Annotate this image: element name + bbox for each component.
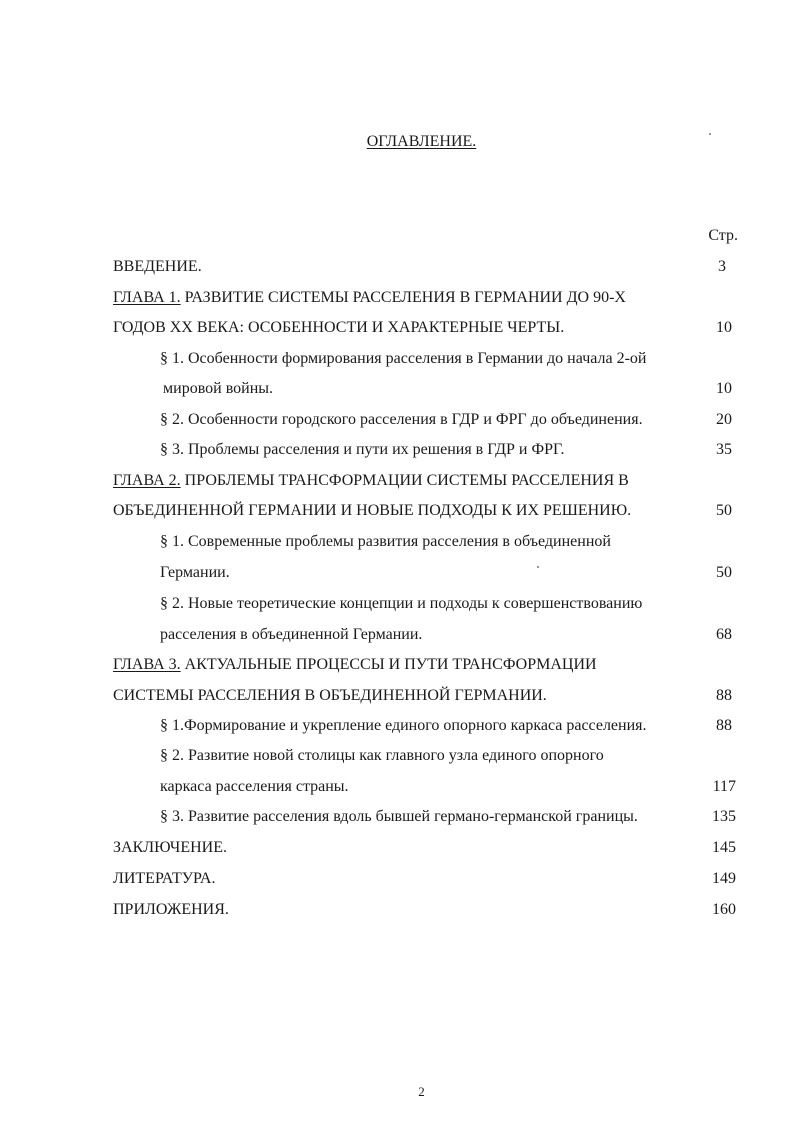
toc-entry-literature: ЛИТЕРАТУРА.	[113, 870, 216, 887]
chapter-label: ГЛАВА 2.	[113, 472, 181, 489]
toc-page-number: 10	[716, 380, 732, 397]
toc-page-number: 135	[712, 808, 736, 825]
toc-page-number: 50	[716, 502, 732, 519]
toc-page-number: 149	[712, 870, 736, 887]
toc-page-number: 160	[712, 901, 736, 918]
toc-chapter-heading	[113, 288, 626, 308]
toc-entry-appendices: ПРИЛОЖЕНИЯ.	[113, 901, 229, 918]
toc-page-number: 50	[716, 564, 732, 581]
page-column-header: Стр.	[708, 227, 738, 244]
toc-page-number: 88	[716, 687, 732, 704]
toc-page-number: 10	[716, 319, 732, 336]
toc-section: § 3. Развитие расселения вдоль бывшей германо-германской границы.	[160, 808, 638, 825]
scan-speck	[709, 133, 711, 135]
toc-page-number: 88	[716, 717, 732, 734]
toc-section: § 2. Новые теоретические концепции и подходы к совершенствованию	[160, 595, 643, 612]
toc-page-number: 68	[716, 626, 732, 643]
chapter-label: ГЛАВА 3.	[113, 656, 181, 673]
toc-section: § 1.Формирование и укрепление единого опорного каркаса расселения.	[160, 717, 647, 734]
toc-section: § 3. Проблемы расселения и пути их решения в ГДР и ФРГ.	[160, 441, 565, 458]
toc-page-number: 20	[716, 411, 732, 428]
toc-section: § 1. Особенности формирования расселения в Германии до начала 2-ой	[160, 350, 647, 367]
chapter-label: ГЛАВА 1.	[113, 289, 181, 306]
toc-page-number: 117	[712, 778, 736, 795]
toc-chapter-heading-cont: СИСТЕМЫ РАССЕЛЕНИЯ В ОБЪЕДИНЕННОЙ ГЕРМАНИИ.	[113, 687, 547, 704]
toc-entry-conclusion: ЗАКЛЮЧЕНИЕ.	[113, 839, 227, 856]
toc-chapter-heading	[113, 655, 597, 675]
toc-page-number: 145	[712, 839, 736, 856]
toc-section-cont: расселения в объединенной Германии.	[160, 626, 423, 643]
toc-section-cont: мировой войны.	[163, 380, 274, 397]
toc-chapter-heading	[113, 471, 629, 491]
toc-section: § 2. Развитие новой столицы как главного узла единого опорного	[160, 747, 604, 764]
chapter-title: РАЗВИТИЕ СИСТЕМЫ РАССЕЛЕНИЯ В ГЕРМАНИИ ДО 90-Х	[180, 289, 626, 306]
toc-section-cont: каркаса расселения страны.	[160, 778, 349, 795]
toc-page-number: 3	[718, 258, 726, 275]
toc-section: § 2. Особенности городского расселения в ГДР и ФРГ до объединения.	[160, 411, 643, 428]
toc-chapter-heading-cont: ОБЪЕДИНЕННОЙ ГЕРМАНИИ И НОВЫЕ ПОДХОДЫ К ИХ РЕШЕНИЮ.	[113, 502, 632, 519]
scan-speck	[537, 566, 539, 568]
chapter-title: ПРОБЛЕМЫ ТРАНСФОРМАЦИИ СИСТЕМЫ РАССЕЛЕНИЯ В	[180, 472, 629, 489]
chapter-title: АКТУАЛЬНЫЕ ПРОЦЕССЫ И ПУТИ ТРАНСФОРМАЦИИ	[180, 656, 597, 673]
toc-entry-introduction: ВВЕДЕНИЕ.	[113, 258, 202, 275]
toc-section: § 1. Современные проблемы развития расселения в объединенной	[160, 533, 611, 550]
toc-title: ОГЛАВЛЕНИЕ.	[366, 133, 477, 150]
toc-chapter-heading-cont: ГОДОВ XX ВЕКА: ОСОБЕННОСТИ И ХАРАКТЕРНЫЕ ЧЕРТЫ.	[113, 319, 565, 336]
toc-section-cont: Германии.	[160, 564, 230, 581]
toc-page-number: 35	[716, 441, 732, 458]
page-footer-number: 2	[418, 1084, 425, 1099]
